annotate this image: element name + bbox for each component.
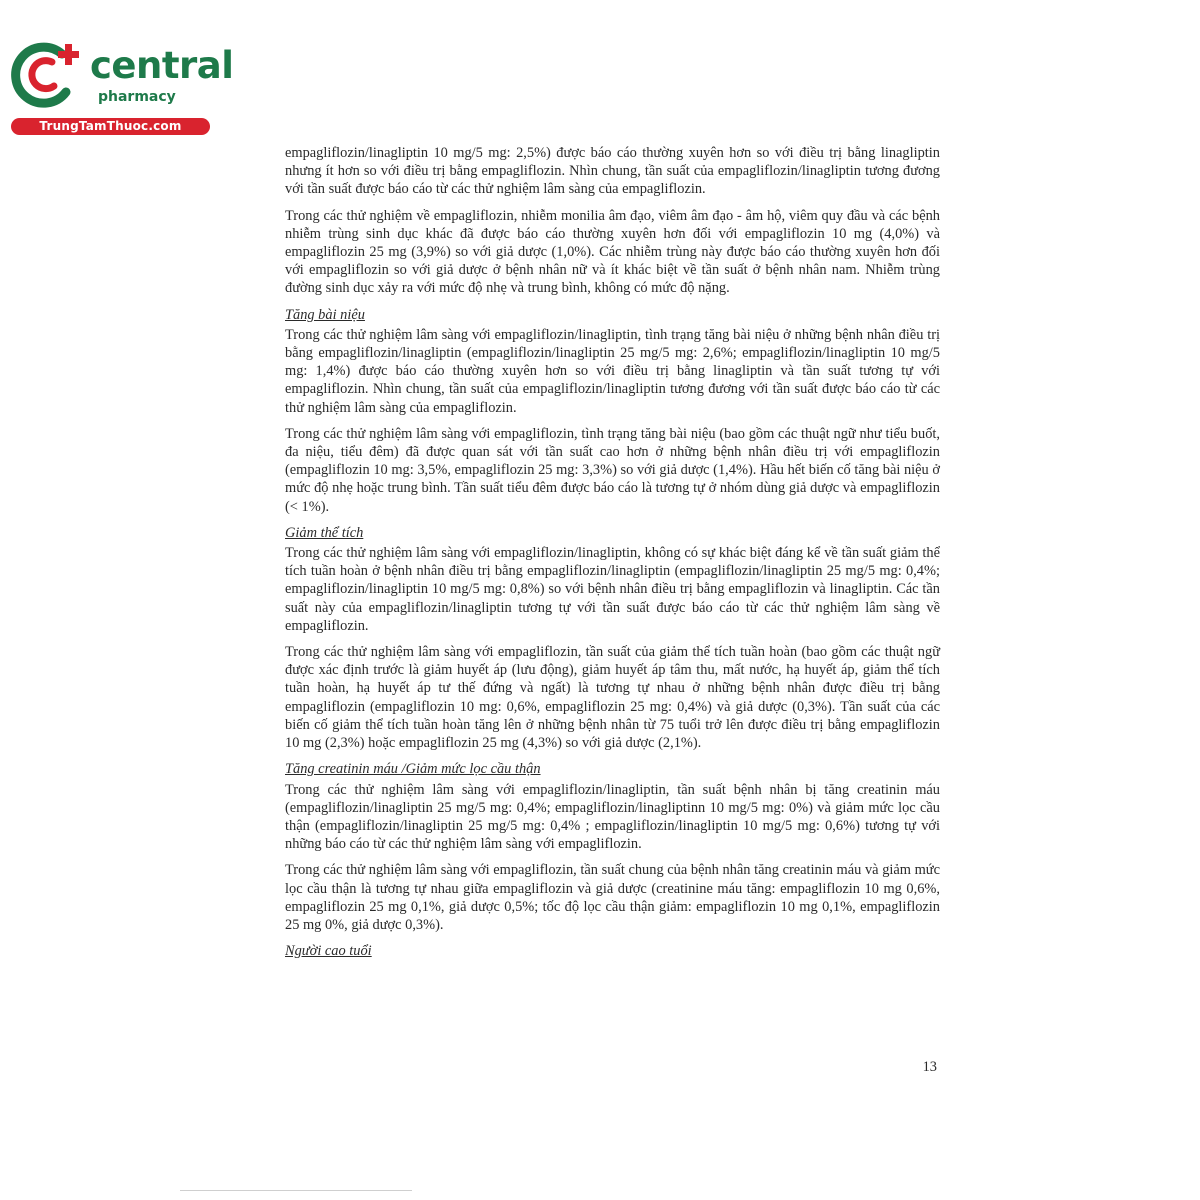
logo-banner: TrungTamThuoc.com — [11, 118, 210, 135]
paragraph: Trong các thử nghiệm lâm sàng với empagliflozin/linagliptin, tình trạng tăng bài niệu ở những bệnh nhân điều trị bằng empagliflozin/linagliptin (empagliflozin/linagliptin 25 mg/5 mg: 2,6%; empagliflozin/linagliptin 10 mg/5 mg: 1,4%) được báo cáo thường xuyên hơn so với điều trị bằng linagliptin và tần suất tương tự với empagliflozin. Nhìn chung, tần suất của empagliflozin/linagliptin tương đương với tần suất được báo cáo từ các thử nghiệm lâm sàng của empagliflozin. — [285, 326, 940, 416]
paragraph: Trong các thử nghiệm lâm sàng với empagliflozin, tình trạng tăng bài niệu (bao gồm các thuật ngữ như tiểu buốt, đa niệu, tiểu đêm) đã được quan sát với tần suất cao hơn ở những bệnh nhân điều trị với empagliflozin (empagliflozin 10 mg: 3,5%, empagliflozin 25 mg: 3,3%) so với giả dược (1,4%). Hầu hết biến cố tăng bài niệu ở mức độ nhẹ hoặc trung bình. Tần suất tiểu đêm được báo cáo là tương tự ở nhóm dùng giả dược và empagliflozin (< 1%). — [285, 425, 940, 515]
section-heading-creatinine: Tăng creatinin máu /Giảm mức lọc cầu thận — [285, 761, 541, 778]
section-heading-elderly: Người cao tuổi — [285, 943, 372, 960]
page-number: 13 — [922, 1059, 937, 1075]
scan-divider — [180, 1190, 412, 1191]
logo-subtitle: pharmacy — [98, 89, 176, 105]
document-body — [285, 144, 940, 962]
logo-wordmark: central — [90, 44, 234, 87]
section-heading-polyuria: Tăng bài niệu — [285, 306, 365, 323]
brand-logo[interactable] — [10, 34, 234, 136]
paragraph: Trong các thử nghiệm lâm sàng với empagliflozin, tần suất của giảm thể tích tuần hoàn (bao gồm các thuật ngữ được xác định trước là giảm huyết áp (lưu động), giảm huyết áp tâm thu, mất nước, hạ huyết áp, giảm thể tích tuần hoàn, hạ huyết áp tư thế đứng và ngất) là tương tự nhau ở những bệnh nhân được điều trị bằng empagliflozin (empagliflozin 10 mg: 0,6%, empagliflozin 25 mg: 0,4%) và giả dược (0,3%). Tần suất của các biến cố giảm thể tích tuần hoàn tăng lên ở những bệnh nhân từ 75 tuổi trở lên được điều trị bằng empagliflozin 10 mg (2,3%) hoặc empagliflozin 25 mg (4,3%) so với giả dược (2,1%). — [285, 644, 940, 752]
paragraph: Trong các thử nghiệm lâm sàng với empagliflozin/linagliptin, tần suất bệnh nhân bị tăng creatinin máu (empagliflozin/linagliptin 25 mg/5 mg: 0,4%; empagliflozin/linagliptinn 10 mg/5 mg: 0%) và giảm mức lọc cầu thận (empagliflozin/linagliptin 25 mg/5 mg: 0,4% ; empagliflozin/linagliptin 10 mg/5 mg: 0,6%) tương tự với những báo cáo từ các thử nghiệm lâm sàng với empagliflozin. — [285, 781, 940, 853]
paragraph: empagliflozin/linagliptin 10 mg/5 mg: 2,5%) được báo cáo thường xuyên hơn so với điều trị bằng linagliptin nhưng ít hơn so với điều trị bằng empagliflozin. Nhìn chung, tần suất của empagliflozin/linagliptin tương đương với tần suất được báo cáo từ các thử nghiệm lâm sàng của empagliflozin. — [285, 145, 940, 198]
paragraph: Trong các thử nghiệm về empagliflozin, nhiễm monilia âm đạo, viêm âm đạo - âm hộ, viêm quy đầu và các bệnh nhiễm trùng sinh dục khác đã được báo cáo thường xuyên hơn đối với empagliflozin 10 mg (4,0%) và empagliflozin 25 mg (3,9%) so với giả dược (1,0%). Các nhiễm trùng này được báo cáo thường xuyên hơn đối với empagliflozin so với giả dược ở bệnh nhân nữ và ít khác biệt về tần suất ở bệnh nhân nam. Nhiễm trùng đường sinh dục xảy ra với mức độ nhẹ và trung bình, không có mức độ nặng. — [285, 207, 940, 297]
pharmacy-cross-logo-icon — [10, 38, 90, 110]
paragraph: Trong các thử nghiệm lâm sàng với empagliflozin, tần suất chung của bệnh nhân tăng creatinin máu và giảm mức lọc cầu thận là tương tự nhau giữa empagliflozin và giả dược (creatinine máu tăng: empagliflozin 10 mg 0,6%, empagliflozin 25 mg 0,1%, giả dược 0,5%; tốc độ lọc cầu thận giảm: empagliflozin 10 mg 0,1%, empagliflozin 25 mg 0%, giả dược 0,3%). — [285, 862, 940, 933]
paragraph: Trong các thử nghiệm lâm sàng với empagliflozin/linagliptin, không có sự khác biệt đáng kể về tần suất giảm thể tích tuần hoàn ở bệnh nhân điều trị bằng empagliflozin/linagliptin (empagliflozin/linagliptin 25 mg/5 mg: 0,4%; empagliflozin/linagliptin 10 mg/5 mg: 0,8%) so với bệnh nhân điều trị bằng empagliflozin và linagliptin. Các tần suất này của empagliflozin/linagliptin tương tự với tần suất được báo cáo từ các thử nghiệm lâm sàng về empagliflozin. — [285, 545, 940, 634]
section-heading-volume-depletion: Giảm thể tích — [285, 524, 364, 541]
